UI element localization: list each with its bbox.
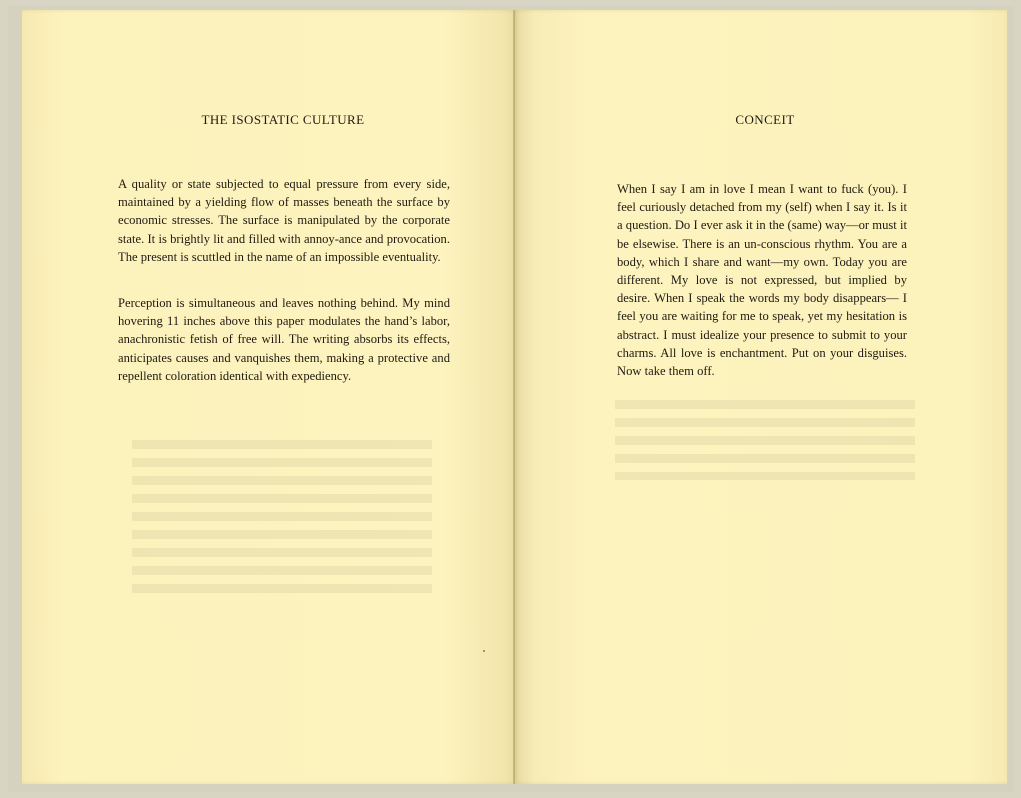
right-paragraph-1: When I say I am in love I mean I want to fuck (you). I feel curiously detached from my (self) when I say it. Is it a question. Do I ever ask it in the (same) way—or must it be elsewise. There is an un-conscious rhythm. You are a body, which I share and want—my own. Today you are different. My love is not expressed, but implied by desire. When I speak the words my body disappears— I feel you are waiting for me to speak, yet my hesitation is abstract. I must idealize your presence to submit to your charms. All love is enchantment. Put on your disguises. Now take them off.	[617, 182, 907, 379]
left-page	[22, 10, 518, 784]
right-page	[515, 10, 1007, 784]
book-spread	[8, 6, 1014, 792]
right-page-title: CONCEIT	[735, 112, 795, 127]
left-paragraph-1: A quality or state subjected to equal pressure from every side, maintained by a yielding flow of masses beneath the surface by economic stresses. The surface is manipulated by the corporate state. It is brightly lit and filled with annoy-ance and provocation. The present is scuttled in the name of an impossible eventuality.	[118, 177, 450, 264]
left-page-title: THE ISOSTATIC CULTURE	[201, 112, 365, 127]
paper-speck	[483, 650, 485, 652]
left-paragraph-2: Perception is simultaneous and leaves nothing behind. My mind hovering 11 inches above this paper modulates the hand’s labor, anachronistic fetish of free will. The writing absorbs its effects, anticipates causes and vanquishes them, making a protective and repellent coloration identical with expediency.	[118, 296, 450, 383]
show-through-text	[132, 440, 432, 600]
show-through-text	[615, 400, 915, 480]
